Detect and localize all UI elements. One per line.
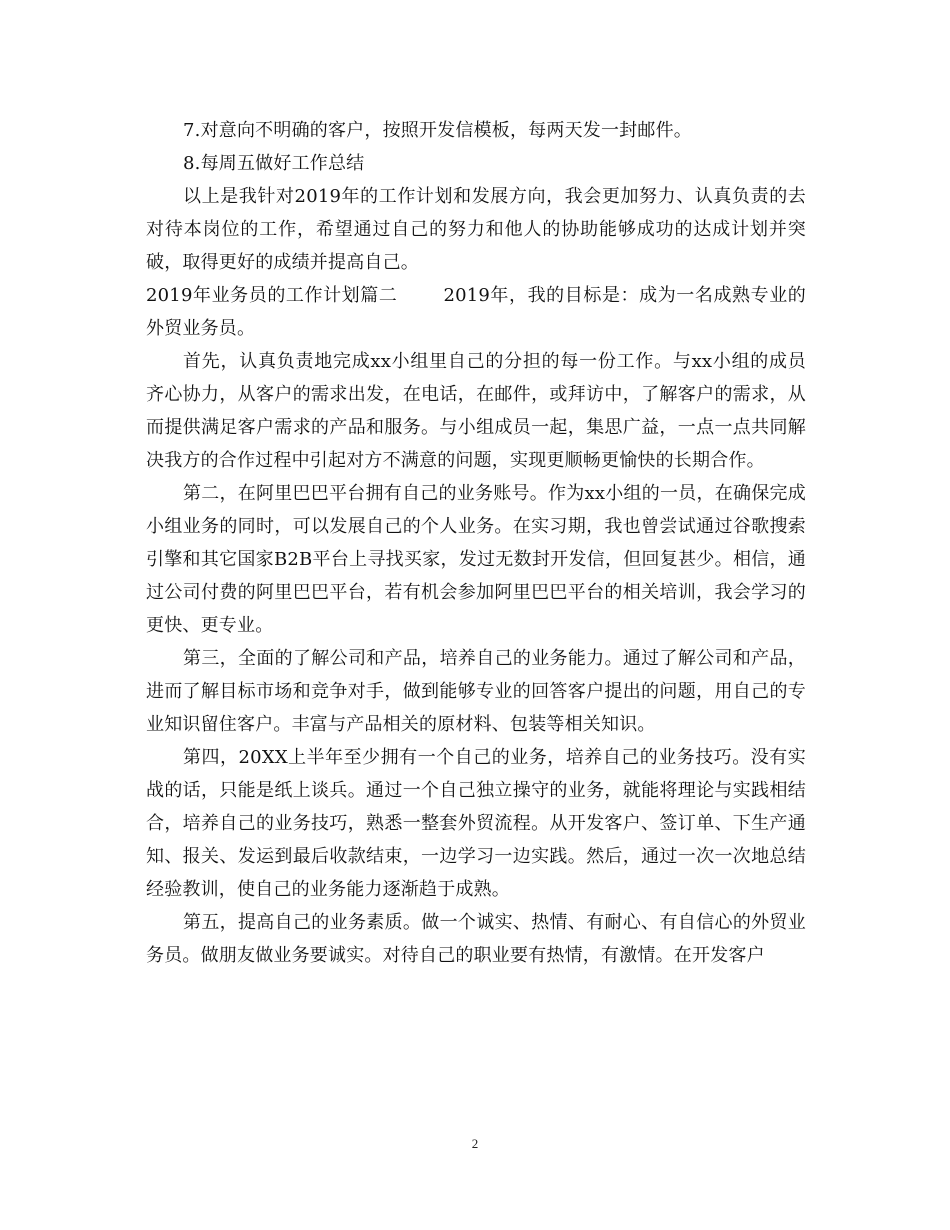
- page-number: 2: [471, 1136, 479, 1151]
- document-body: [146, 114, 806, 972]
- section-goal-text: 2019年，我的目标是：成为一名成熟专业的外贸业务员。: [146, 285, 806, 339]
- paragraph-second: 第二，在阿里巴巴平台拥有自己的业务账号。作为xx小组的一员，在确保完成小组业务的同时，可以发展自己的个人业务。在实习期，我也曾尝试通过谷歌搜索引擎和其它国家B2B平台上寻找买家，发过无数封开发信，但回复甚少。相信，通过公司付费的阿里巴巴平台，若有机会参加阿里巴巴平台的相关培训，我会学习的更快、更专业。: [146, 483, 806, 636]
- paragraph-section-two: [146, 279, 806, 345]
- paragraph-summary: 以上是我针对2019年的工作计划和发展方向，我会更加努力、认真负责的去对待本岗位的工作，希望通过自己的努力和他人的协助能够成功的达成计划并突破，取得更好的成绩并提高自己。: [146, 186, 806, 273]
- paragraph-third: 第三，全面的了解公司和产品，培养自己的业务能力。通过了解公司和产品，进而了解目标市场和竞争对手，做到能够专业的回答客户提出的问题，用自己的专业知识留住客户。丰富与产品相关的原材料、包装等相关知识。: [146, 648, 806, 735]
- paragraph-first: 首先，认真负责地完成xx小组里自己的分担的每一份工作。与xx小组的成员齐心协力，从客户的需求出发，在电话，在邮件，或拜访中，了解客户的需求，从而提供满足客户需求的产品和服务。与小组成员一起，集思广益，一点一点共同解决我方的合作过程中引起对方不满意的问题，实现更顺畅更愉快的长期合作。: [146, 351, 806, 471]
- paragraph-fifth: 第五，提高自己的业务素质。做一个诚实、热情、有耐心、有自信心的外贸业务员。做朋友做业务要诚实。对待自己的职业要有热情，有激情。在开发客户: [146, 912, 806, 966]
- paragraph-item-8: 8.每周五做好工作总结: [183, 153, 365, 174]
- section-heading: 2019年业务员的工作计划篇二: [146, 285, 398, 306]
- paragraph-item-7: 7.对意向不明确的客户，按照开发信模板，每两天发一封邮件。: [183, 120, 692, 141]
- paragraph-fourth: 第四，20XX上半年至少拥有一个自己的业务，培养自己的业务技巧。没有实战的话，只能是纸上谈兵。通过一个自己独立操守的业务，就能将理论与实践相结合，培养自己的业务技巧，熟悉一整套外贸流程。从开发客户、签订单、下生产通知、报关、发运到最后收款结束，一边学习一边实践。然后，通过一次一次地总结经验教训，使自己的业务能力逐渐趋于成熟。: [146, 747, 806, 900]
